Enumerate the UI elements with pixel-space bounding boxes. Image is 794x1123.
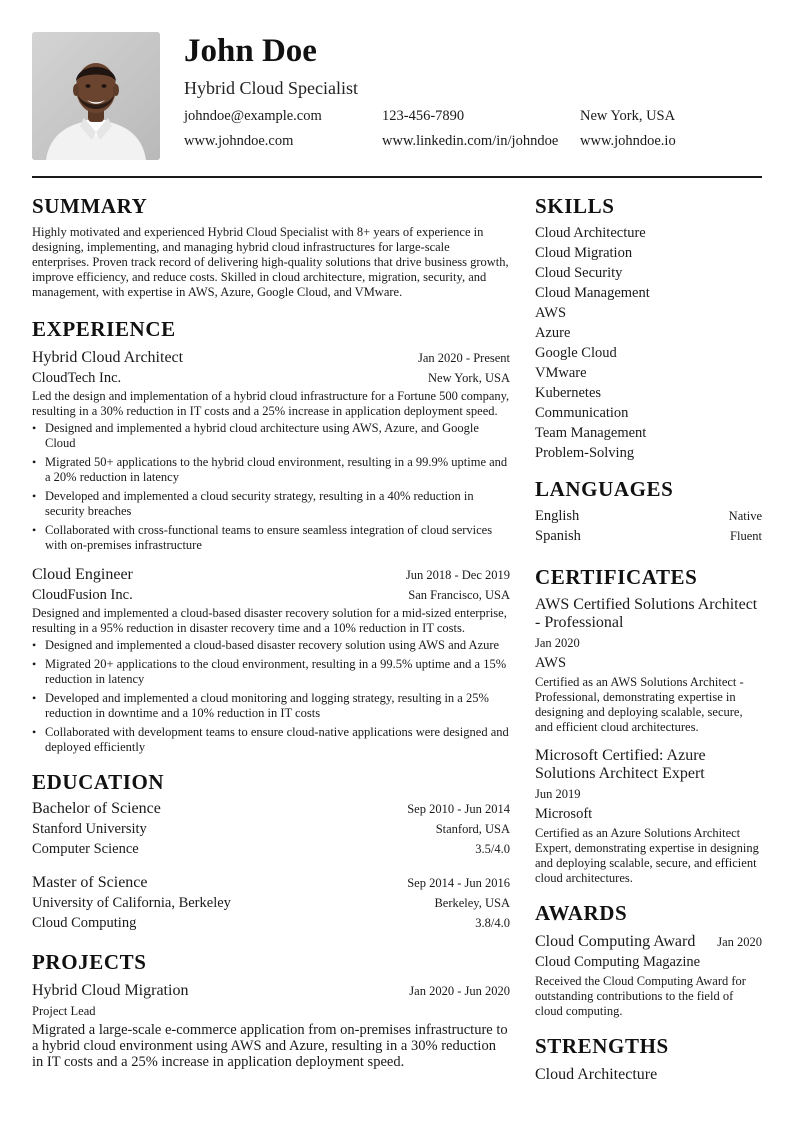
job-bullet: • Migrated 50+ applications to the hybrid cloud environment, resulting in a 99.9% uptime and a 20% reduction in latency xyxy=(32,455,510,485)
contact-email[interactable]: johndoe@example.com xyxy=(184,108,322,124)
education-dates: Sep 2014 - Jun 2016 xyxy=(407,876,510,890)
contact-portfolio[interactable]: www.johndoe.io xyxy=(580,133,676,149)
certificates-section xyxy=(535,564,762,886)
job-bullet: • Migrated 20+ applications to the cloud environment, resulting in a 99.5% uptime and a 15% reduction in latency xyxy=(32,657,510,687)
education-item xyxy=(32,873,510,933)
contact-phone[interactable]: 123-456-7890 xyxy=(382,108,465,124)
contact-grid xyxy=(184,108,764,150)
gpa: 3.8/4.0 xyxy=(475,916,510,930)
strengths-section xyxy=(535,1033,762,1085)
skills-section xyxy=(535,193,762,463)
section-title: AWARDS xyxy=(535,901,628,925)
skill-item: AWS xyxy=(535,305,567,321)
education-item xyxy=(32,799,510,859)
certificate-name: AWS Certified Solutions Architect - Professional xyxy=(535,596,758,631)
job-bullet: • Collaborated with cross-functional teams to ensure seamless integration of cloud services with on-premises infrastructure xyxy=(32,523,510,553)
school-location: Stanford, USA xyxy=(435,822,510,836)
main-column xyxy=(32,193,510,1070)
section-title: LANGUAGES xyxy=(535,477,674,501)
awards-section xyxy=(535,900,762,1019)
experience-section xyxy=(32,316,510,755)
resume-header xyxy=(32,32,762,160)
skill-item: Team Management xyxy=(535,425,647,441)
skill-item: Cloud Migration xyxy=(535,245,633,261)
section-title: SUMMARY xyxy=(32,194,148,218)
contact-website[interactable]: www.johndoe.com xyxy=(184,133,294,149)
job-dates: Jun 2018 - Dec 2019 xyxy=(405,568,510,582)
education-dates: Sep 2010 - Jun 2014 xyxy=(407,802,510,816)
strength-item: Cloud Architecture xyxy=(535,1066,658,1083)
section-title: SKILLS xyxy=(535,194,615,218)
section-title: STRENGTHS xyxy=(535,1034,669,1058)
skill-item: Cloud Management xyxy=(535,285,650,301)
job-bullets xyxy=(32,638,510,755)
summary-text: Highly motivated and experienced Hybrid Cloud Specialist with 8+ years of experience in designing, implementing, and managing hybrid cloud infrastructures for large-scale enterprises. Proven track record of delivering high-quality solutions that drive business growth, improve efficiency, and reduce costs. Skilled in cloud architecture, migration, security, and management, with expertise in AWS, Azure, Google Cloud, and VMware. xyxy=(32,225,509,299)
certificate-name: Microsoft Certified: Azure Solutions Architect Expert xyxy=(535,747,706,782)
section-title: PROJECTS xyxy=(32,950,147,974)
experience-item xyxy=(32,565,510,755)
school-location: Berkeley, USA xyxy=(434,896,510,910)
certificate-item xyxy=(535,747,762,886)
job-bullet: • Developed and implemented a cloud security strategy, resulting in a 40% reduction in security breaches xyxy=(32,489,510,519)
field-of-study: Cloud Computing xyxy=(32,915,137,931)
summary-section xyxy=(32,193,510,300)
skill-item: Google Cloud xyxy=(535,345,617,361)
job-title: Cloud Engineer xyxy=(32,566,133,583)
skills-list xyxy=(535,223,762,463)
company-name: CloudFusion Inc. xyxy=(32,587,133,603)
certificate-issuer: AWS xyxy=(535,655,567,671)
job-bullet: • Designed and implemented a cloud-based disaster recovery solution using AWS and Azure xyxy=(32,638,510,653)
certificate-description: Certified as an Azure Solutions Architect Expert, demonstrating expertise in designing and deploying scalable, secure, and efficient cloud architectures. xyxy=(535,826,759,885)
portrait-image xyxy=(32,32,160,160)
skill-item: Azure xyxy=(535,325,571,341)
degree-name: Bachelor of Science xyxy=(32,800,161,817)
skill-item: Cloud Architecture xyxy=(535,225,646,241)
projects-section xyxy=(32,949,510,1070)
side-column xyxy=(535,193,762,1085)
section-title: EDUCATION xyxy=(32,770,165,794)
certificate-description: Certified as an AWS Solutions Architect - Professional, demonstrating expertise in designing and deploying scalable, secure, and efficient cloud architectures. xyxy=(535,675,744,734)
field-of-study: Computer Science xyxy=(32,841,139,857)
skill-item: VMware xyxy=(535,365,587,381)
job-bullet: • Designed and implemented a hybrid cloud architecture using AWS, Azure, and Google Cloud xyxy=(32,421,510,451)
job-bullet: • Developed and implemented a cloud monitoring and logging strategy, resulting in a 25% reduction in downtime and a 10% reduction in IT costs xyxy=(32,691,510,721)
certificate-date: Jun 2019 xyxy=(535,787,581,801)
award-description: Received the Cloud Computing Award for outstanding contributions to the field of cloud computing. xyxy=(535,974,746,1018)
skill-item: Cloud Security xyxy=(535,265,623,281)
section-title: CERTIFICATES xyxy=(535,565,698,589)
project-name: Hybrid Cloud Migration xyxy=(32,982,189,999)
project-description: Migrated a large-scale e-commerce application from on-premises infrastructure to a hybrid cloud environment using AWS and Azure, resulting in a 30% reduction in IT costs and a 25% increase in application deployment speed. xyxy=(32,1022,508,1070)
project-dates: Jan 2020 - Jun 2020 xyxy=(409,984,510,998)
language-name: English xyxy=(535,508,580,524)
certificate-date: Jan 2020 xyxy=(535,636,580,650)
award-name: Cloud Computing Award xyxy=(535,933,696,950)
candidate-name: John Doe xyxy=(184,33,317,69)
degree-name: Master of Science xyxy=(32,874,148,891)
school-name: Stanford University xyxy=(32,821,147,837)
award-item xyxy=(535,932,762,1019)
language-level: Fluent xyxy=(730,529,762,543)
project-item xyxy=(32,981,510,1070)
candidate-role: Hybrid Cloud Specialist xyxy=(184,78,358,98)
language-level: Native xyxy=(728,509,762,523)
section-title: EXPERIENCE xyxy=(32,317,176,341)
certificate-issuer: Microsoft xyxy=(535,806,593,822)
job-description: Led the design and implementation of a hybrid cloud infrastructure for a Fortune 500 company, resulting in a 30% reduction in IT costs and a 25% increase in application deployment speed. xyxy=(32,389,510,418)
project-role: Project Lead xyxy=(32,1004,96,1018)
gpa: 3.5/4.0 xyxy=(475,842,510,856)
job-dates: Jan 2020 - Present xyxy=(418,351,510,365)
skill-item: Problem-Solving xyxy=(535,445,635,461)
language-name: Spanish xyxy=(535,528,581,544)
education-section xyxy=(32,769,510,933)
award-date: Jan 2020 xyxy=(717,935,762,949)
job-location: New York, USA xyxy=(428,371,510,385)
language-item xyxy=(535,506,762,526)
profile-photo xyxy=(32,32,160,160)
contact-linkedin[interactable]: www.linkedin.com/in/johndoe xyxy=(382,133,559,149)
school-name: University of California, Berkeley xyxy=(32,895,231,911)
languages-section xyxy=(535,476,762,546)
skill-item: Communication xyxy=(535,405,629,421)
experience-item xyxy=(32,348,510,553)
company-name: CloudTech Inc. xyxy=(32,370,122,386)
language-item xyxy=(535,526,762,546)
certificate-item xyxy=(535,596,762,735)
award-issuer: Cloud Computing Magazine xyxy=(535,954,701,970)
skill-item: Kubernetes xyxy=(535,385,602,401)
contact-location: New York, USA xyxy=(580,108,676,124)
header-divider xyxy=(32,176,762,178)
job-bullets xyxy=(32,421,510,553)
job-description: Designed and implemented a cloud-based disaster recovery solution for a mid-sized enterprise, resulting in a 95% reduction in disaster recovery time and a 10% reduction in IT costs. xyxy=(32,606,507,635)
job-title: Hybrid Cloud Architect xyxy=(32,349,184,366)
job-location: San Francisco, USA xyxy=(408,588,510,602)
job-bullet: • Collaborated with development teams to ensure cloud-native applications were designed and deployed efficiently xyxy=(32,725,510,755)
